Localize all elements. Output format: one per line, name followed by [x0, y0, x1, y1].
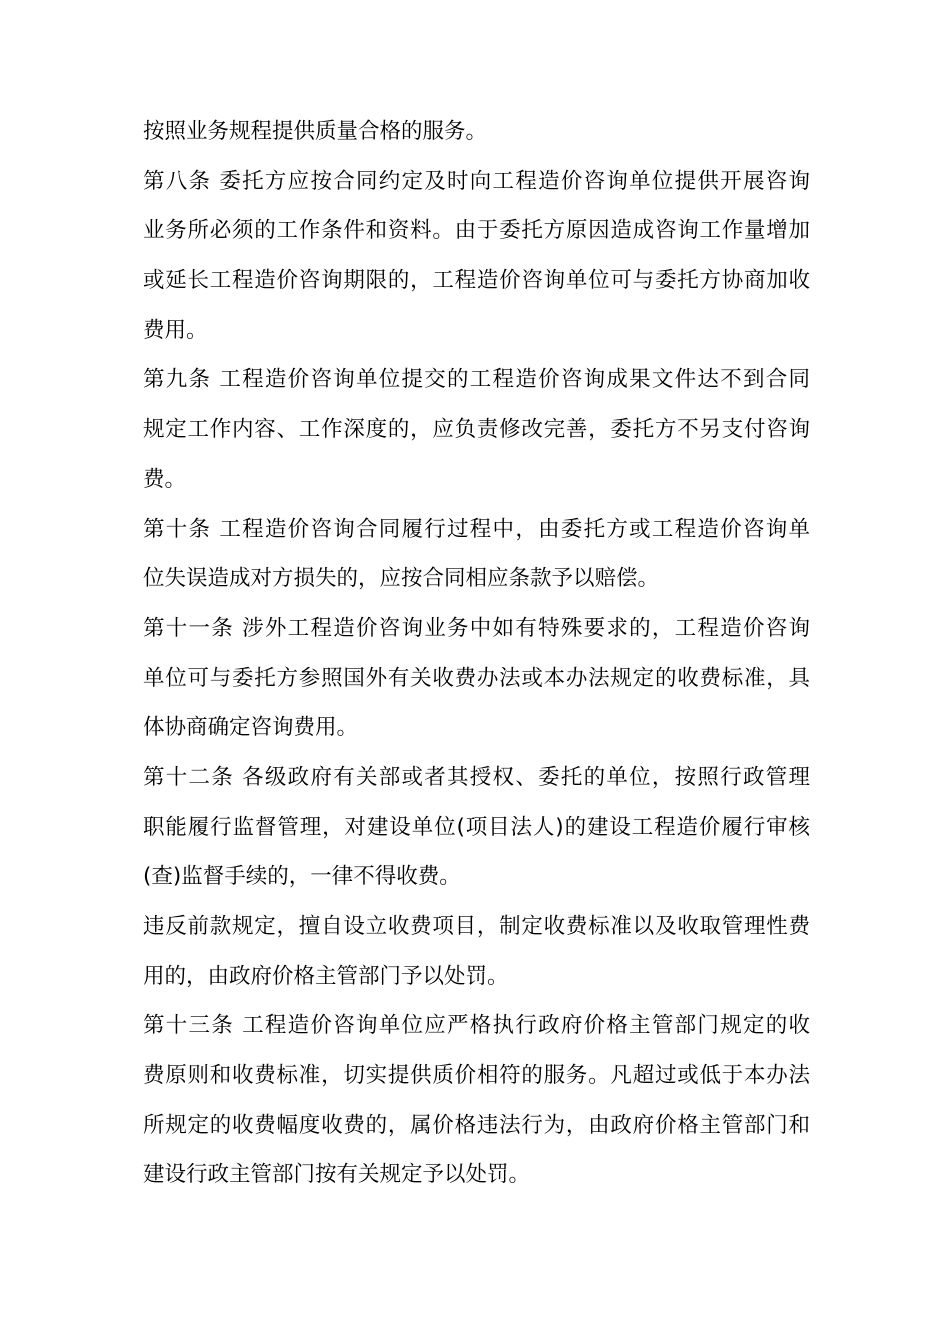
text-line: 按照业务规程提供质量合格的服务。 [143, 119, 488, 144]
text-line: 费原则和收费标准，切实提供质价相符的服务。凡超过或低于本办法 [143, 1063, 810, 1089]
text-line: 单位可与委托方参照国外有关收费办法或本办法规定的收费标准，具 [143, 665, 810, 691]
text-line: 所规定的收费幅度收费的，属价格违法行为，由政府价格主管部门和 [143, 1112, 810, 1138]
text-line: 业务所必须的工作条件和资料。由于委托方原因造成咨询工作量增加 [143, 218, 810, 244]
text-line: 或延长工程造价咨询期限的，工程造价咨询单位可与委托方协商加收 [143, 268, 810, 294]
text-line: 用的，由政府价格主管部门予以处罚。 [143, 963, 509, 989]
text-line: 第十一条 涉外工程造价咨询业务中如有特殊要求的，工程造价咨询 [143, 615, 810, 641]
text-line: 第十条 工程造价咨询合同履行过程中，由委托方或工程造价咨询单 [143, 516, 810, 542]
document-body [143, 107, 810, 1200]
text-line: 体协商确定咨询费用。 [143, 715, 359, 741]
text-line: 第十二条 各级政府有关部或者其授权、委托的单位，按照行政管理 [143, 764, 810, 790]
text-line: 违反前款规定，擅自设立收费项目，制定收费标准以及收取管理性费 [143, 914, 810, 939]
text-line: 费。 [143, 466, 187, 492]
text-line: 规定工作内容、工作深度的，应负责修改完善，委托方不另支付咨询 [143, 417, 810, 443]
text-line: 位失误造成对方损失的，应按合同相应条款予以赔偿。 [143, 566, 660, 592]
text-line: 第九条 工程造价咨询单位提交的工程造价咨询成果文件达不到合同 [143, 367, 810, 393]
text-line: 费用。 [143, 317, 208, 343]
text-line: 第十三条 工程造价咨询单位应严格执行政府价格主管部门规定的收 [143, 1013, 810, 1039]
text-line: (查)监督手续的，一律不得收费。 [143, 864, 461, 890]
text-line: 建设行政主管部门按有关规定予以处罚。 [143, 1162, 531, 1188]
text-line: 第八条 委托方应按合同约定及时向工程造价咨询单位提供开展咨询 [143, 168, 810, 194]
text-line: 职能履行监督管理，对建设单位(项目法人)的建设工程造价履行审核 [143, 814, 810, 840]
